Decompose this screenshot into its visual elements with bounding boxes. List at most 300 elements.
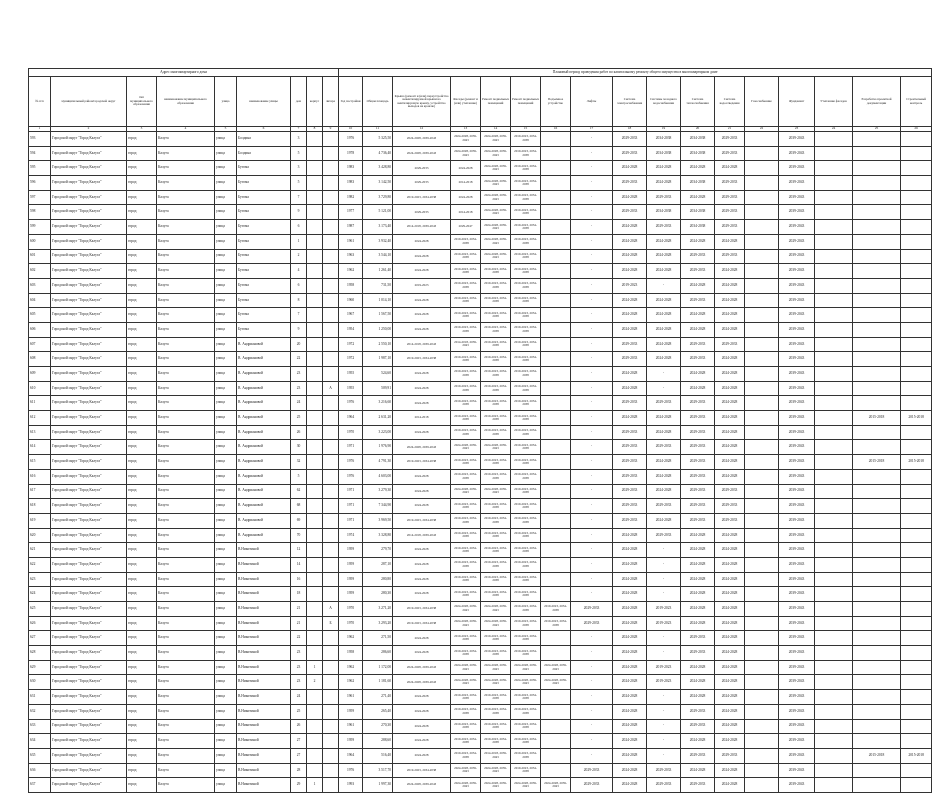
cell-fund: 2039-2043 — [779, 704, 815, 719]
cell-vod: 2029-2033 — [715, 249, 745, 264]
cell-podv: 2019-2023, 2034-2038 — [481, 381, 511, 396]
cell-pr — [853, 572, 901, 587]
cell-tep: 2029-2033 — [681, 455, 715, 470]
cell-tip: город — [127, 132, 157, 147]
cell-lit — [323, 293, 339, 308]
cell-lit — [323, 367, 339, 382]
cell-pr — [853, 220, 901, 235]
cell-el: 2029-2033 — [613, 425, 647, 440]
cell-area: 4 736,40 — [363, 146, 393, 161]
cell-podv2: 2019-2023, 2034-2038 — [511, 513, 541, 528]
cell-tep: 2029-2033 — [681, 411, 715, 426]
table-row — [29, 205, 932, 220]
cell-lit — [323, 734, 339, 749]
cell-podv: 2024-2028, 2039-2043 — [481, 176, 511, 191]
cell-street: В. Андриановой — [237, 381, 291, 396]
cell-lift: - — [571, 425, 613, 440]
cell-year: 1971 — [339, 513, 363, 528]
cell-n: 610 — [29, 381, 51, 396]
cell-street: В. Андриановой — [237, 484, 291, 499]
cell-street: В.Никитиной — [237, 572, 291, 587]
column-header: Газоснабжение — [745, 77, 779, 127]
cell-roof: 2024-2028 — [393, 308, 451, 323]
cell-ul: улица — [215, 205, 237, 220]
cell-ut — [815, 513, 853, 528]
cell-n: 601 — [29, 249, 51, 264]
cell-ut — [815, 734, 853, 749]
cell-korp: 2 — [307, 675, 323, 690]
cell-roof: 2024-2028 — [393, 587, 451, 602]
cell-korp — [307, 249, 323, 264]
cell-vod: 2024-2028 — [715, 396, 745, 411]
cell-mo: Калуга — [157, 396, 215, 411]
table-row — [29, 220, 932, 235]
table-row — [29, 704, 932, 719]
cell-tep: 2029-2033 — [681, 748, 715, 763]
cell-sk — [901, 381, 932, 396]
cell-n: 627 — [29, 631, 51, 646]
cell-roof: 2024-2028, 2039-2043 — [393, 778, 451, 793]
cell-hv: - — [647, 278, 681, 293]
cell-roof: 2019-2023, 2034-2038 — [393, 763, 451, 778]
cell-lift: 2029-2033 — [571, 778, 613, 793]
cell-street: В. Андриановой — [237, 367, 291, 382]
cell-fac: 2019-2023, 2034-2038 — [451, 513, 481, 528]
cell-street: Бутома — [237, 264, 291, 279]
cell-korp — [307, 587, 323, 602]
cell-pr — [853, 264, 901, 279]
cell-tip: город — [127, 499, 157, 514]
cell-korp — [307, 602, 323, 617]
cell-lit — [323, 440, 339, 455]
table-row — [29, 513, 932, 528]
cell-gas — [745, 352, 779, 367]
cell-vod: 2024-2028 — [715, 646, 745, 661]
cell-lit — [323, 396, 339, 411]
cell-roof: 2024-2028 — [393, 293, 451, 308]
cell-street: В.Никитиной — [237, 719, 291, 734]
cell-podv: 2019-2023, 2034-2038 — [481, 455, 511, 470]
column-header: Система водоотведения — [715, 77, 745, 127]
cell-pod: 2019-2023, 2034-2038 — [541, 602, 571, 617]
cell-hv: 2024-2028 — [647, 455, 681, 470]
cell-pr — [853, 440, 901, 455]
cell-pod: 2024-2028, 2039-2043 — [541, 778, 571, 793]
table-body — [29, 132, 932, 793]
cell-lit — [323, 528, 339, 543]
table-row — [29, 249, 932, 264]
cell-dom: 3 — [291, 161, 307, 176]
cell-n: 618 — [29, 499, 51, 514]
column-header: Ремонт подвальных помещений — [511, 77, 541, 127]
cell-mo: Калуга — [157, 278, 215, 293]
cell-fac: 2024-2028, 2039-2043 — [451, 146, 481, 161]
cell-lift: - — [571, 381, 613, 396]
cell-tip: город — [127, 249, 157, 264]
cell-lift: - — [571, 455, 613, 470]
cell-mo: Калуга — [157, 631, 215, 646]
cell-okrug: Городской округ "Город Калуга" — [51, 176, 127, 191]
cell-okrug: Городской округ "Город Калуга" — [51, 675, 127, 690]
cell-n: 628 — [29, 646, 51, 661]
cell-el: 2024-2028 — [613, 572, 647, 587]
cell-tip: город — [127, 602, 157, 617]
cell-mo: Калуга — [157, 337, 215, 352]
cell-okrug: Городской округ "Город Калуга" — [51, 425, 127, 440]
cell-podv: 2019-2023, 2034-2038 — [481, 572, 511, 587]
cell-tep: 2029-2033 — [681, 469, 715, 484]
cell-lift: - — [571, 748, 613, 763]
cell-podv: 2019-2023, 2034-2038 — [481, 528, 511, 543]
cell-tep: 2024-2028 — [681, 234, 715, 249]
cell-pr — [853, 616, 901, 631]
cell-hv: 2029-2033 — [647, 763, 681, 778]
cell-el: 2024-2028 — [613, 528, 647, 543]
cell-roof: 2024-2028 — [393, 469, 451, 484]
cell-ut — [815, 205, 853, 220]
cell-year: 1963 — [339, 249, 363, 264]
cell-area: 3 293,20 — [363, 616, 393, 631]
cell-korp — [307, 308, 323, 323]
cell-hv: 2024-2028 — [647, 469, 681, 484]
cell-korp — [307, 484, 323, 499]
cell-tip: город — [127, 455, 157, 470]
cell-area: 1 976,90 — [363, 440, 393, 455]
cell-el: 2024-2028 — [613, 719, 647, 734]
cell-ul: улица — [215, 308, 237, 323]
cell-korp — [307, 455, 323, 470]
cell-korp — [307, 381, 323, 396]
cell-n: 596 — [29, 176, 51, 191]
cell-n: 625 — [29, 602, 51, 617]
table-row — [29, 778, 932, 793]
cell-gas — [745, 646, 779, 661]
cell-area: 731,50 — [363, 278, 393, 293]
cell-lift: - — [571, 557, 613, 572]
cell-roof: 2024-2028 — [393, 249, 451, 264]
cell-mo: Калуга — [157, 352, 215, 367]
table-row — [29, 528, 932, 543]
cell-pod — [541, 367, 571, 382]
cell-street: В. Андриановой — [237, 513, 291, 528]
cell-hv: - — [647, 572, 681, 587]
cell-fund: 2039-2043 — [779, 763, 815, 778]
cell-pr — [853, 719, 901, 734]
cell-hv: - — [647, 367, 681, 382]
cell-podv: 2019-2023, 2034-2038 — [481, 734, 511, 749]
cell-lit — [323, 469, 339, 484]
cell-year: 1983 — [339, 176, 363, 191]
cell-ul: улица — [215, 264, 237, 279]
cell-year: 1987 — [339, 220, 363, 235]
cell-year: 1978 — [339, 146, 363, 161]
cell-ul: улица — [215, 572, 237, 587]
cell-fund: 2039-2043 — [779, 278, 815, 293]
cell-pod — [541, 278, 571, 293]
cell-gas — [745, 484, 779, 499]
cell-area: 1 250,00 — [363, 322, 393, 337]
cell-tep: 2024-2028 — [681, 572, 715, 587]
cell-pr — [853, 646, 901, 661]
cell-dom: 12 — [291, 543, 307, 558]
cell-okrug: Городской округ "Город Калуга" — [51, 455, 127, 470]
address-group-header: Адрес многоквартирного дома — [29, 69, 339, 77]
cell-gas — [745, 778, 779, 793]
cell-year: 1959 — [339, 557, 363, 572]
cell-sk — [901, 543, 932, 558]
cell-year: 1976 — [339, 455, 363, 470]
cell-pod — [541, 513, 571, 528]
column-number: 19 — [647, 127, 681, 132]
cell-n: 624 — [29, 587, 51, 602]
cell-street: В. Андриановой — [237, 425, 291, 440]
cell-sk — [901, 499, 932, 514]
cell-mo: Калуга — [157, 587, 215, 602]
cell-tip: город — [127, 704, 157, 719]
cell-fund: 2039-2043 — [779, 690, 815, 705]
table-row — [29, 440, 932, 455]
cell-area: 3 969,50 — [363, 513, 393, 528]
cell-n: 603 — [29, 278, 51, 293]
table-row — [29, 234, 932, 249]
cell-gas — [745, 616, 779, 631]
cell-korp — [307, 367, 323, 382]
cell-pod — [541, 425, 571, 440]
cell-fac: 2019-2023, 2034-2038 — [451, 734, 481, 749]
cell-fac: 2024-2028, 2039-2043 — [451, 616, 481, 631]
cell-ut — [815, 631, 853, 646]
cell-ut — [815, 411, 853, 426]
cell-korp — [307, 161, 323, 176]
cell-vod: 2029-2033 — [715, 484, 745, 499]
cell-lit — [323, 572, 339, 587]
cell-tep: 2029-2033 — [681, 352, 715, 367]
cell-street: В. Андриановой — [237, 528, 291, 543]
cell-gas — [745, 587, 779, 602]
cell-lit — [323, 249, 339, 264]
cell-n: 593 — [29, 132, 51, 147]
cell-tep: 2024-2028 — [681, 190, 715, 205]
cell-hv: 2034-2038 — [647, 146, 681, 161]
column-number: 26 — [901, 127, 932, 132]
cell-ul: улица — [215, 249, 237, 264]
cell-tep: 2029-2033 — [681, 264, 715, 279]
cell-ut — [815, 587, 853, 602]
cell-lit — [323, 234, 339, 249]
cell-lit — [323, 543, 339, 558]
cell-fund: 2039-2043 — [779, 602, 815, 617]
cell-fund: 2039-2043 — [779, 249, 815, 264]
cell-korp — [307, 734, 323, 749]
cell-vod: 2024-2028 — [715, 411, 745, 426]
cell-mo: Калуга — [157, 161, 215, 176]
cell-vod: 2024-2028 — [715, 572, 745, 587]
cell-pod — [541, 190, 571, 205]
cell-podv2: 2019-2023, 2034-2038 — [511, 499, 541, 514]
cell-ul: улица — [215, 220, 237, 235]
cell-pr — [853, 499, 901, 514]
cell-vod: 2029-2033 — [715, 513, 745, 528]
cell-hv: 2024-2028 — [647, 352, 681, 367]
cell-hv: - — [647, 381, 681, 396]
column-number: 12 — [393, 127, 451, 132]
cell-lift: - — [571, 220, 613, 235]
cell-tep: 2024-2028 — [681, 278, 715, 293]
cell-gas — [745, 719, 779, 734]
cell-n: 600 — [29, 234, 51, 249]
cell-vod: 2029-2033 — [715, 205, 745, 220]
cell-area: 279,70 — [363, 543, 393, 558]
cell-sk — [901, 675, 932, 690]
cell-podv: 2019-2023, 2034-2038 — [481, 322, 511, 337]
cell-lift: - — [571, 308, 613, 323]
cell-lift: - — [571, 176, 613, 191]
cell-mo: Калуга — [157, 528, 215, 543]
cell-pr — [853, 322, 901, 337]
cell-lift: - — [571, 469, 613, 484]
cell-fund: 2039-2043 — [779, 161, 815, 176]
cell-sk: 2015-2018 — [901, 455, 932, 470]
cell-pr: 2015-2018 — [853, 411, 901, 426]
cell-mo: Калуга — [157, 557, 215, 572]
cell-roof: 2019-2023, 2034-2038 — [393, 602, 451, 617]
cell-roof: 2024-2028 — [393, 734, 451, 749]
cell-ul: улица — [215, 675, 237, 690]
cell-pod: 2019-2023, 2034-2038 — [541, 616, 571, 631]
cell-sk — [901, 293, 932, 308]
cell-gas — [745, 675, 779, 690]
cell-pr — [853, 293, 901, 308]
cell-sk — [901, 161, 932, 176]
cell-dom: 20 — [291, 337, 307, 352]
cell-fac: 2024-2028 — [451, 190, 481, 205]
cell-area: 1 987,10 — [363, 352, 393, 367]
cell-dom: 9 — [291, 205, 307, 220]
table-row — [29, 469, 932, 484]
cell-gas — [745, 161, 779, 176]
cell-podv: 2024-2028, 2039-2043 — [481, 220, 511, 235]
cell-el: 2024-2028 — [613, 660, 647, 675]
table-row — [29, 396, 932, 411]
cell-street: В. Андриановой — [237, 440, 291, 455]
cell-hv: 2024-2028 — [647, 484, 681, 499]
cell-tep: 2024-2028 — [681, 528, 715, 543]
cell-vod: 2029-2033 — [715, 190, 745, 205]
cell-podv2: 2019-2023, 2034-2038 — [511, 425, 541, 440]
table-header — [29, 69, 932, 132]
cell-el: 2024-2028 — [613, 220, 647, 235]
cell-street: В. Андриановой — [237, 411, 291, 426]
cell-podv: 2019-2023, 2034-2038 — [481, 469, 511, 484]
cell-okrug: Городской округ "Город Калуга" — [51, 352, 127, 367]
cell-mo: Калуга — [157, 616, 215, 631]
cell-el: 2024-2028 — [613, 543, 647, 558]
cell-fac: 2014-2018, 2039-2043 — [451, 337, 481, 352]
cell-lift: - — [571, 484, 613, 499]
cell-street: Бутома — [237, 234, 291, 249]
cell-n: 634 — [29, 734, 51, 749]
cell-fund: 2039-2043 — [779, 396, 815, 411]
table-row — [29, 337, 932, 352]
cell-area: 3 428,80 — [363, 161, 393, 176]
cell-fund: 2039-2043 — [779, 484, 815, 499]
cell-gas — [745, 190, 779, 205]
cell-roof: 2019-2023, 2034-2038 — [393, 616, 451, 631]
cell-fund: 2039-2043 — [779, 440, 815, 455]
cell-ut — [815, 455, 853, 470]
cell-ut — [815, 278, 853, 293]
cell-tip: город — [127, 293, 157, 308]
cell-lit — [323, 220, 339, 235]
cell-mo: Калуга — [157, 425, 215, 440]
cell-pod — [541, 264, 571, 279]
cell-sk — [901, 602, 932, 617]
column-number: 3 — [127, 127, 157, 132]
cell-area: 287,10 — [363, 557, 393, 572]
cell-street: В.Никитиной — [237, 763, 291, 778]
column-header: Лифты — [571, 77, 613, 127]
cell-roof: 2014-2018 — [393, 411, 451, 426]
cell-dom: 25 — [291, 704, 307, 719]
cell-hv: 2029-2033 — [647, 499, 681, 514]
cell-korp — [307, 146, 323, 161]
cell-tip: город — [127, 352, 157, 367]
column-number: 17 — [571, 127, 613, 132]
cell-okrug: Городской округ "Город Калуга" — [51, 528, 127, 543]
cell-pr — [853, 469, 901, 484]
cell-okrug: Городской округ "Город Калуга" — [51, 234, 127, 249]
cell-street: Бутома — [237, 308, 291, 323]
cell-lift: - — [571, 675, 613, 690]
cell-mo: Калуга — [157, 499, 215, 514]
cell-n: 631 — [29, 690, 51, 705]
cell-ut — [815, 234, 853, 249]
cell-fac: 2024-2028 — [451, 161, 481, 176]
cell-hv: 2029-2033 — [647, 778, 681, 793]
cell-n: 620 — [29, 528, 51, 543]
cell-vod: 2029-2033 — [715, 132, 745, 147]
cell-mo: Калуга — [157, 205, 215, 220]
cell-pod — [541, 748, 571, 763]
cell-lit — [323, 352, 339, 367]
cell-gas — [745, 748, 779, 763]
cell-lift: - — [571, 543, 613, 558]
cell-street: В.Никитиной — [237, 602, 291, 617]
cell-area: 1 181,60 — [363, 675, 393, 690]
cell-el: 2029-2033 — [613, 513, 647, 528]
cell-roof: 2024-2028 — [393, 381, 451, 396]
cell-tep: 2034-2038 — [681, 205, 715, 220]
cell-fund: 2039-2043 — [779, 425, 815, 440]
cell-okrug: Городской округ "Город Калуга" — [51, 572, 127, 587]
cell-n: 626 — [29, 616, 51, 631]
cell-ut — [815, 763, 853, 778]
cell-pod — [541, 719, 571, 734]
cell-pod — [541, 293, 571, 308]
cell-korp — [307, 234, 323, 249]
cell-area: 3 173,40 — [363, 220, 393, 235]
cell-ut — [815, 322, 853, 337]
cell-sk: 2015-2018 — [901, 748, 932, 763]
cell-podv: 2019-2023, 2034-2038 — [481, 719, 511, 734]
cell-podv: 2024-2028, 2039-2043 — [481, 660, 511, 675]
column-header: Система теплоснабжения — [681, 77, 715, 127]
cell-year: 1962 — [339, 264, 363, 279]
cell-gas — [745, 763, 779, 778]
cell-roof: 2024-2028 — [393, 704, 451, 719]
cell-podv: 2019-2023, 2034-2038 — [481, 499, 511, 514]
cell-tip: город — [127, 322, 157, 337]
